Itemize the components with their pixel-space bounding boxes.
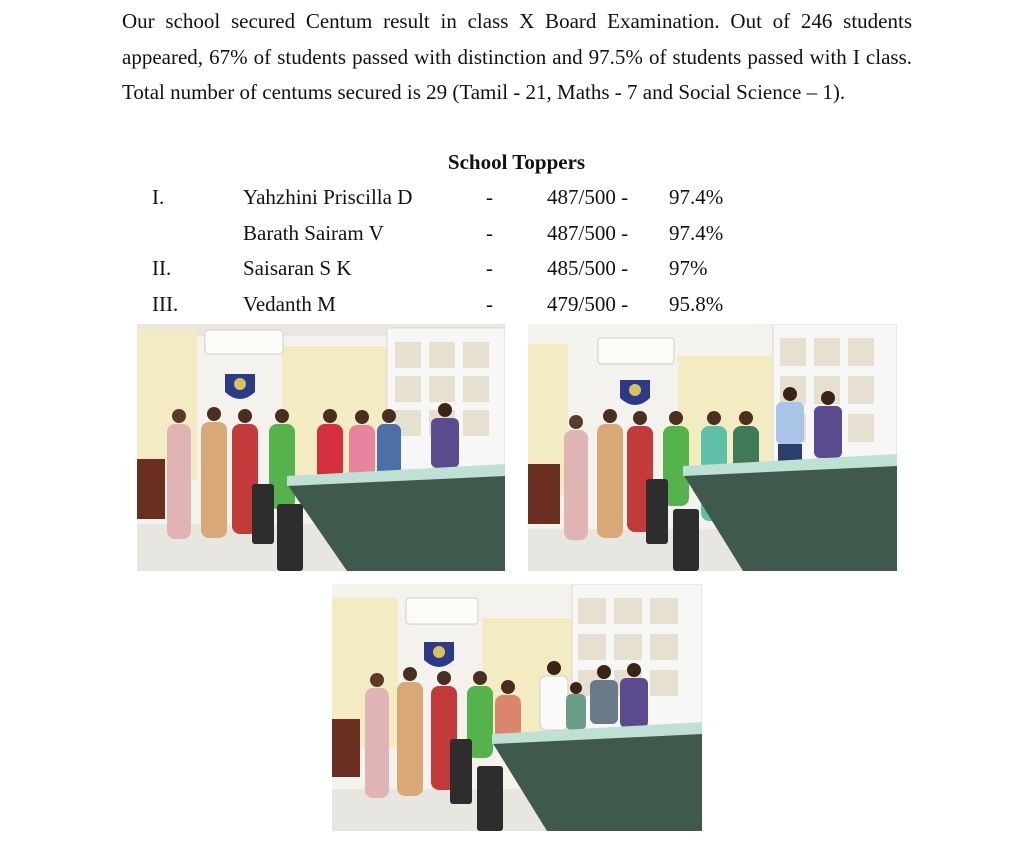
felicitation-photo-1 <box>137 324 505 571</box>
topper-percent: 97.4% <box>669 185 724 209</box>
toppers-list <box>0 180 1033 322</box>
topper-row <box>0 180 1033 216</box>
toppers-heading: School Toppers <box>447 150 586 174</box>
topper-score: 479/500 - <box>547 291 629 316</box>
topper-dash: - <box>486 291 493 316</box>
topper-row <box>0 251 1033 287</box>
topper-name: Saisaran S K <box>243 256 352 280</box>
topper-score: 485/500 - <box>547 256 629 280</box>
topper-name: Yahzhini Priscilla D <box>243 185 413 209</box>
felicitation-photo-3 <box>332 584 702 831</box>
photo-illustration <box>137 324 505 571</box>
topper-score: 487/500 - <box>547 185 629 209</box>
topper-rank: I. <box>152 185 165 209</box>
topper-rank: II. <box>152 256 172 280</box>
topper-dash: - <box>486 256 493 280</box>
topper-percent: 95.8% <box>669 291 724 316</box>
photo-illustration <box>528 324 897 571</box>
topper-percent: 97% <box>669 256 708 280</box>
topper-percent: 97.4% <box>669 220 724 245</box>
topper-score: 487/500 - <box>547 220 629 245</box>
felicitation-photo-2 <box>528 324 897 571</box>
topper-name: Barath Sairam V <box>243 220 384 245</box>
topper-dash: - <box>486 185 493 209</box>
topper-dash: - <box>486 220 493 245</box>
topper-rank: III. <box>152 291 179 316</box>
topper-name: Vedanth M <box>243 291 336 316</box>
photo-illustration <box>332 584 702 831</box>
results-paragraph: Our school secured Centum result in class X Board Examination. Out of 246 students appeared, 67% of students passed with distinction and 97.5% of students passed with I class. Total number of centums secured is 29 (Tamil - 21, Maths - 7 and Social Science – 1). <box>122 9 912 104</box>
topper-row <box>0 287 1033 323</box>
topper-row <box>0 216 1033 252</box>
